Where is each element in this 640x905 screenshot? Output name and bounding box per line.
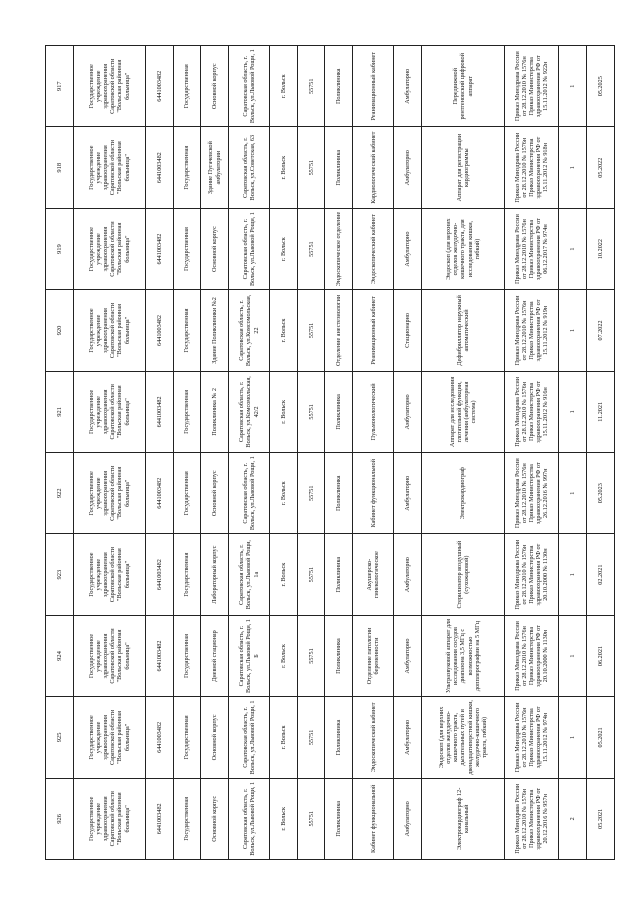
- table-cell: г. Вольск: [270, 453, 298, 534]
- table-cell: Государственное учреждение здравоохранения Саратовской области "Вольская районная больница": [73, 127, 145, 208]
- table-cell: Саратовская область, г. Вольск, ул.Львовой Рощи, 1: [228, 453, 269, 534]
- table-cell: г. Вольск: [270, 371, 298, 452]
- table-cell: г. Вольск: [270, 290, 298, 371]
- table-cell: Акушерско-гинекологическое: [353, 534, 394, 615]
- table-cell: Кардиологический кабинет: [353, 127, 394, 208]
- table-cell: Стерилизатор воздушный (сухожаровой): [421, 534, 504, 615]
- table-cell: 6441003482: [145, 290, 173, 371]
- table-cell: Государственная: [173, 534, 201, 615]
- table-cell: Эндоскоп (для верхних отделов желудочно-кишечного тракта, дыхательных путей и двенадцатиперстной кишки, желудочно-кишечного тракта, гибкий): [421, 697, 504, 778]
- table-cell: г. Вольск: [270, 534, 298, 615]
- table-cell: Саратовская область, г. Вольск, ул.Львовой Рощи, 1: [228, 46, 269, 127]
- table-cell: 6441003482: [145, 534, 173, 615]
- table-cell: Приказ Минздрава России от 28.12.2010 № 1576н Приказ Министерства здравоохранения РФ от 20.10.2000 № 1130н: [505, 534, 559, 615]
- table-cell: Государственное учреждение здравоохранения Саратовской области "Вольская районная больница": [73, 46, 145, 127]
- table-row: [353, 46, 394, 860]
- table-cell: 55751: [297, 371, 325, 452]
- table-cell: Саратовская область, г. Вольск, ул.Советская, 63: [228, 127, 269, 208]
- table-cell: Ультразвуковой аппарат для исследования сосудов диапазона 3,5 МГц с возможностью допплерографии на 5 МГц: [421, 615, 504, 696]
- table-cell: Саратовская область, г. Вольск, ул.Львовой Рощи, 1: [228, 778, 269, 859]
- column-number: 918: [46, 127, 74, 208]
- table-row: [228, 46, 269, 860]
- table-row: [421, 46, 504, 860]
- table-row: [297, 46, 325, 860]
- table-cell: 55751: [297, 46, 325, 127]
- table-row: [587, 46, 615, 860]
- table-cell: Государственная: [173, 290, 201, 371]
- table-cell: 55751: [297, 534, 325, 615]
- rotated-table-container: [45, 45, 615, 860]
- table-cell: Государственная: [173, 778, 201, 859]
- equipment-table: [45, 45, 615, 860]
- column-number: 924: [46, 615, 74, 696]
- table-cell: 6441003482: [145, 778, 173, 859]
- table-cell: Аппарат для исследования глотательной функции, лечения (амбулаторная система): [421, 371, 504, 452]
- table-cell: 1: [559, 697, 587, 778]
- table-cell: Отделение патологии беременности: [353, 615, 394, 696]
- table-cell: Амбулаторно: [394, 534, 422, 615]
- table-cell: Саратовская область, г. Вольск, ул.Комсомольская, 22: [228, 290, 269, 371]
- table-cell: 05.2022: [587, 127, 615, 208]
- table-cell: Амбулаторно: [394, 371, 422, 452]
- table-cell: 02.2021: [587, 534, 615, 615]
- table-cell: г. Вольск: [270, 697, 298, 778]
- table-row: [559, 46, 587, 860]
- table-cell: 1: [559, 290, 587, 371]
- table-cell: Реанимационный кабинет: [353, 46, 394, 127]
- table-row: [73, 46, 145, 860]
- table-cell: 05.2021: [587, 697, 615, 778]
- table-cell: Государственное учреждение здравоохранения Саратовской области "Вольская районная больница": [73, 778, 145, 859]
- table-body: [46, 46, 615, 860]
- table-cell: Электрокардиограф 12-канальный: [421, 778, 504, 859]
- table-cell: Приказ Минздрава России от 28.12.2010 № 1576н Приказ Министерства здравоохранения РФ от 15.11.2012 № 922н: [505, 46, 559, 127]
- table-cell: Реанимационный кабинет: [353, 290, 394, 371]
- table-cell: Государственная: [173, 371, 201, 452]
- table-cell: Здание Пугачевской амбулатории: [201, 127, 229, 208]
- table-cell: Здание Поликлиники №2: [201, 290, 229, 371]
- table-cell: Саратовская область, г. Вольск, ул.Комсомольская, 42/2: [228, 371, 269, 452]
- table-cell: Поликлиника: [325, 46, 353, 127]
- table-cell: 55751: [297, 290, 325, 371]
- table-cell: Дефибриллятор наружный автоматический: [421, 290, 504, 371]
- column-number: 922: [46, 453, 74, 534]
- table-cell: Поликлиника: [325, 371, 353, 452]
- table-cell: 1: [559, 371, 587, 452]
- table-cell: Амбулаторно: [394, 208, 422, 289]
- table-row: [394, 46, 422, 860]
- column-number: 919: [46, 208, 74, 289]
- table-cell: Поликлиника: [325, 534, 353, 615]
- table-cell: Государственная: [173, 697, 201, 778]
- table-cell: Амбулаторно: [394, 127, 422, 208]
- table-cell: 55751: [297, 615, 325, 696]
- table-cell: Государственное учреждение здравоохранения Саратовской области "Вольская районная больница": [73, 534, 145, 615]
- table-cell: Электрокардиограф: [421, 453, 504, 534]
- table-cell: г. Вольск: [270, 208, 298, 289]
- table-cell: Амбулаторно: [394, 615, 422, 696]
- table-cell: 6441003482: [145, 453, 173, 534]
- table-cell: 05.2025: [587, 46, 615, 127]
- table-cell: Приказ Минздрава России от 28.12.2010 № 1576н Приказ Министерства здравоохранения РФ от 15.11.2012 № 916н: [505, 371, 559, 452]
- table-cell: Эндоскоп (для верхних отделов желудочно-кишечного тракта, для исследования кишки, гибкий): [421, 208, 504, 289]
- table-cell: Кабинет функциональной: [353, 778, 394, 859]
- table-cell: Государственное учреждение здравоохранения Саратовской области "Вольская районная больница": [73, 290, 145, 371]
- table-cell: 05.2023: [587, 453, 615, 534]
- table-cell: Поликлиника: [325, 127, 353, 208]
- table-cell: Приказ Минздрава России от 28.12.2010 № 1576н Приказ Министерства здравоохранения РФ от 15.11.2012 № 918н: [505, 127, 559, 208]
- table-cell: г. Вольск: [270, 46, 298, 127]
- table-cell: Государственное учреждение здравоохранения Саратовской области "Вольская районная больница": [73, 371, 145, 452]
- table-cell: 11.2021: [587, 371, 615, 452]
- table-cell: 10.2022: [587, 208, 615, 289]
- table-cell: 6441003482: [145, 371, 173, 452]
- table-cell: Основной корпус: [201, 208, 229, 289]
- table-cell: Государственная: [173, 127, 201, 208]
- header-row: [46, 46, 74, 860]
- table-cell: Эндоскопический кабинет: [353, 208, 394, 289]
- table-cell: 06.2021: [587, 615, 615, 696]
- column-number: 920: [46, 290, 74, 371]
- column-number: 923: [46, 534, 74, 615]
- table-cell: Поликлиника: [325, 697, 353, 778]
- column-number: 921: [46, 371, 74, 452]
- table-cell: Основной корпус: [201, 778, 229, 859]
- table-cell: 2: [559, 778, 587, 859]
- table-cell: Дневной стационар: [201, 615, 229, 696]
- table-cell: Стационарно: [394, 290, 422, 371]
- table-cell: 1: [559, 615, 587, 696]
- table-cell: Приказ Минздрава России от 28.12.2010 № 1576н Приказ Министерства здравоохранения РФ от 15.11.2012 № 919н: [505, 290, 559, 371]
- table-cell: Саратовская область, г. Вольск, ул.Львовой Рощи, 1а: [228, 534, 269, 615]
- table-row: [325, 46, 353, 860]
- table-cell: 1: [559, 46, 587, 127]
- table-cell: г. Вольск: [270, 778, 298, 859]
- table-cell: Аппарат для регистрации кардиограммы: [421, 127, 504, 208]
- table-cell: Передвижной рентгеновский цифровой аппарат: [421, 46, 504, 127]
- table-cell: 55751: [297, 453, 325, 534]
- table-cell: Приказ Минздрава России от 28.12.2010 № 1576н Приказ Министерства здравоохранения РФ от 26.12.2016 № 997н: [505, 453, 559, 534]
- table-cell: 6441003482: [145, 46, 173, 127]
- table-cell: Приказ Минздрава России от 28.12.2010 № 1576н Приказ Министерства здравоохранения РФ от 15.11.2012 № 974н: [505, 697, 559, 778]
- table-cell: Амбулаторно: [394, 453, 422, 534]
- table-cell: Основной корпус: [201, 697, 229, 778]
- table-cell: 1: [559, 453, 587, 534]
- table-cell: Кабинет функциональной: [353, 453, 394, 534]
- table-cell: Отделение анестезиологии: [325, 290, 353, 371]
- table-cell: Приказ Минздрава России от 28.12.2010 № 1576н Приказ Министерства здравоохранения РФ от 20.10.2000 № 1130н: [505, 615, 559, 696]
- table-cell: г. Вольск: [270, 615, 298, 696]
- table-cell: г. Вольск: [270, 127, 298, 208]
- table-cell: 6441003482: [145, 615, 173, 696]
- table-cell: Пульмонологический: [353, 371, 394, 452]
- table-cell: Государственная: [173, 46, 201, 127]
- table-cell: Амбулаторно: [394, 697, 422, 778]
- table-cell: 07.2022: [587, 290, 615, 371]
- table-cell: Амбулаторно: [394, 778, 422, 859]
- table-cell: Саратовская область, г. Вольск, ул.Львовой Рощи, 1: [228, 208, 269, 289]
- table-cell: Государственное учреждение здравоохранения Саратовской области "Вольская районная больница": [73, 615, 145, 696]
- table-cell: 55751: [297, 127, 325, 208]
- table-cell: Эндоскопическое отделение: [325, 208, 353, 289]
- table-cell: Основной корпус: [201, 46, 229, 127]
- table-cell: 1: [559, 208, 587, 289]
- column-number: 926: [46, 778, 74, 859]
- table-cell: Государственная: [173, 453, 201, 534]
- table-cell: 6441003482: [145, 127, 173, 208]
- table-cell: 05.2021: [587, 778, 615, 859]
- table-row: [173, 46, 201, 860]
- table-cell: 6441003482: [145, 697, 173, 778]
- table-cell: Поликлиника № 2: [201, 371, 229, 452]
- table-cell: Основной корпус: [201, 453, 229, 534]
- column-number: 925: [46, 697, 74, 778]
- table-cell: Эндоскопический кабинет: [353, 697, 394, 778]
- table-cell: Поликлиника: [325, 778, 353, 859]
- table-cell: 1: [559, 534, 587, 615]
- table-cell: Приказ Минздрава России от 28.12.2010 № 1576н Приказ Министерства здравоохранения РФ от 06.12.2017 № 974н: [505, 208, 559, 289]
- table-cell: 55751: [297, 778, 325, 859]
- column-number: 917: [46, 46, 74, 127]
- table-cell: Приказ Минздрава России от 28.12.2010 № 1576н Приказ Министерства здравоохранения РФ от 20.12.2016 № 957н: [505, 778, 559, 859]
- table-cell: 6441003482: [145, 208, 173, 289]
- table-cell: Поликлиника: [325, 615, 353, 696]
- table-cell: Амбулаторно: [394, 46, 422, 127]
- table-cell: Саратовская область, г. Вольск, ул.Львовой Рощи, 1: [228, 697, 269, 778]
- table-row: [201, 46, 229, 860]
- table-cell: Поликлиника: [325, 453, 353, 534]
- table-cell: Лабораторный корпус: [201, 534, 229, 615]
- table-cell: 1: [559, 127, 587, 208]
- table-row: [270, 46, 298, 860]
- table-cell: Государственное учреждение здравоохранения Саратовской области "Вольская районная больница": [73, 697, 145, 778]
- table-cell: Государственное учреждение здравоохранения Саратовской области "Вольская районная больница": [73, 453, 145, 534]
- table-row: [145, 46, 173, 860]
- table-cell: Государственная: [173, 208, 201, 289]
- table-cell: 55751: [297, 208, 325, 289]
- table-row: [505, 46, 559, 860]
- table-cell: 55751: [297, 697, 325, 778]
- table-cell: Саратовская область, г. Вольск, ул.Львовой Рощи, 1 Б: [228, 615, 269, 696]
- table-cell: Государственное учреждение здравоохранения Саратовской области "Вольская районная больница": [73, 208, 145, 289]
- table-cell: Государственная: [173, 615, 201, 696]
